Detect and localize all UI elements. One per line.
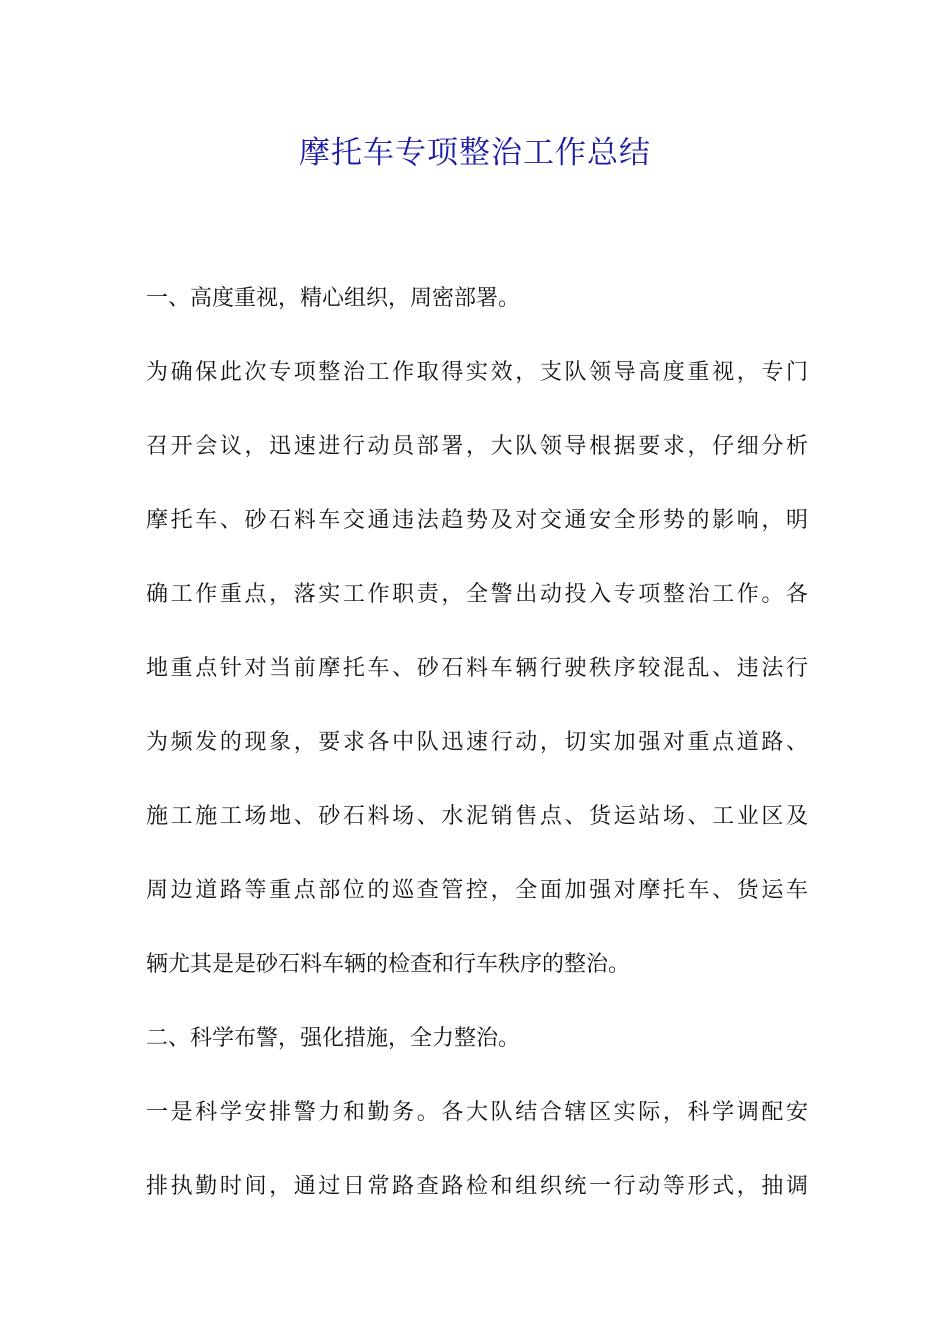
document-title: 摩托车专项整治工作总结: [299, 135, 651, 171]
paragraph-line: 地重点针对当前摩托车、砂石料车辆行驶秩序较混乱、违法行: [146, 656, 808, 681]
paragraph-line: 施工施工场地、砂石料场、水泥销售点、货运站场、工业区及: [146, 804, 808, 829]
document-body: [146, 262, 808, 1224]
paragraph-line: 摩托车、砂石料车交通违法趋势及对交通安全形势的影响，明: [146, 508, 808, 533]
paragraph-line: 为频发的现象，要求各中队迅速行动，切实加强对重点道路、: [146, 730, 808, 755]
paragraph-line: 为确保此次专项整治工作取得实效，支队领导高度重视，专门: [146, 360, 808, 385]
paragraph-line: 确工作重点，落实工作职责，全警出动投入专项整治工作。各: [146, 582, 808, 607]
paragraph-line: 排执勤时间，通过日常路查路检和组织统一行动等形式，抽调: [146, 1174, 808, 1199]
paragraph-line: 召开会议，迅速进行动员部署，大队领导根据要求，仔细分析: [146, 434, 808, 459]
paragraph-line: 一是科学安排警力和勤务。各大队结合辖区实际，科学调配安: [146, 1100, 808, 1125]
paragraph-line: 辆尤其是是砂石料车辆的检查和行车秩序的整治。: [146, 952, 631, 977]
paragraph-line: 周边道路等重点部位的巡查管控，全面加强对摩托车、货运车: [146, 878, 808, 903]
section-heading-1: 一、高度重视，精心组织，周密部署。: [146, 286, 521, 311]
section-heading-2: 二、科学布警，强化措施，全力整治。: [146, 1026, 521, 1051]
